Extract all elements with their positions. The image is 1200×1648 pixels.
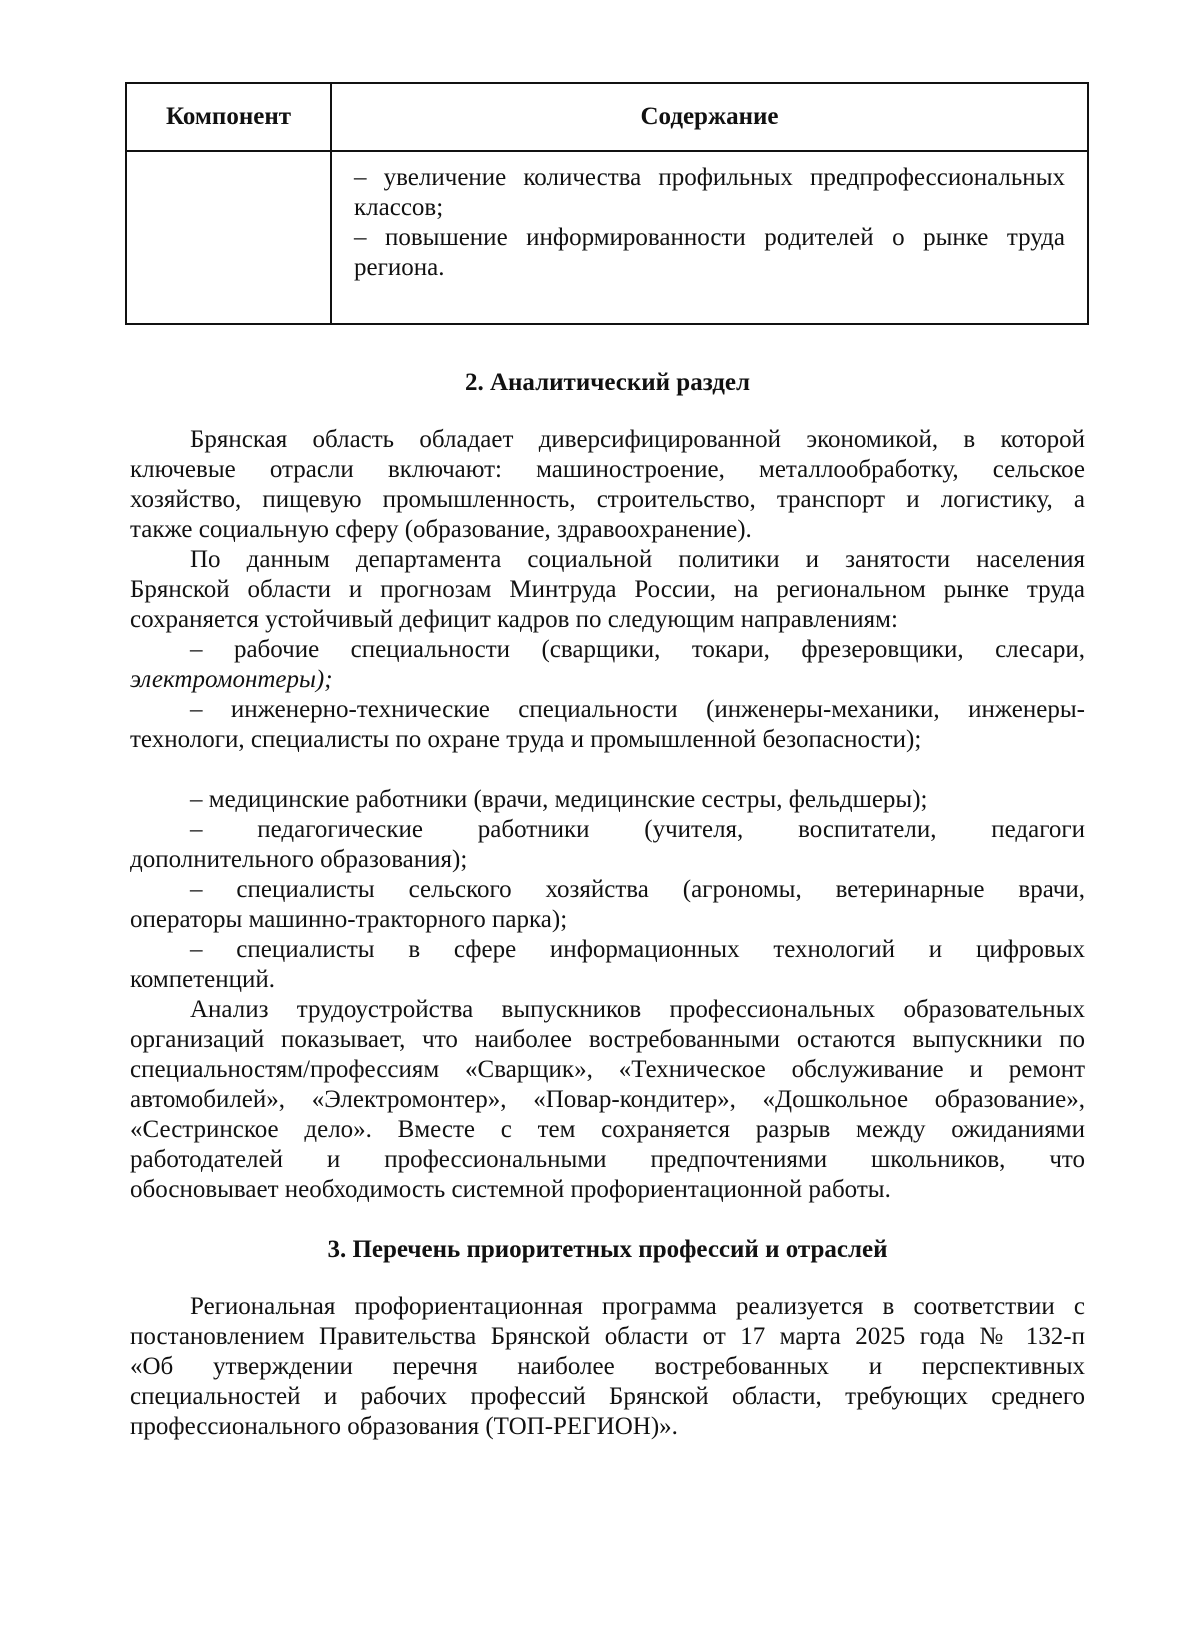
paragraph: [130, 1292, 1085, 1442]
text-line: «Сестринское дело». Вместе с тем сохраняется разрыв между ожиданиями: [130, 1116, 1085, 1143]
list-item: [130, 635, 1085, 695]
text-line: обосновывает необходимость системной профориентационной работы.: [130, 1176, 891, 1203]
text-line: операторы машинно-тракторного парка);: [130, 906, 568, 933]
text-line: – педагогические работники (учителя, воспитатели, педагоги: [190, 816, 1085, 843]
list-item: [130, 935, 1085, 995]
text-line: профессионального образования (ТОП-РЕГИОН)».: [130, 1413, 678, 1440]
header-content: Содержание: [331, 83, 1088, 151]
text-line: Анализ трудоустройства выпускников профессиональных образовательных: [190, 996, 1085, 1023]
text-line: ключевые отрасли включают: машиностроение, металлообработку, сельское: [130, 456, 1085, 483]
table-header-row: [126, 83, 1088, 151]
text-line: – медицинские работники (врачи, медицинские сестры, фельдшеры);: [190, 786, 928, 813]
list-item: [130, 785, 1085, 815]
text-line: Региональная профориентационная программа реализуется в соответствии с: [190, 1293, 1085, 1320]
text-line: дополнительного образования);: [130, 846, 468, 873]
text-line: сохраняется устойчивый дефицит кадров по следующим направлениям:: [130, 606, 898, 633]
text-line: Брянская область обладает диверсифицированной экономикой, в которой: [190, 426, 1085, 453]
section-body: [130, 425, 1085, 1205]
header-component: Компонент: [126, 83, 331, 151]
list-item: [130, 695, 1085, 755]
text-line: – рабочие специальности (сварщики, токари, фрезеровщики, слесари,: [190, 636, 1085, 663]
text-line: компетенций.: [130, 966, 275, 993]
list-item: [130, 815, 1085, 875]
content-cell: [331, 151, 1088, 324]
list-item: [130, 875, 1085, 935]
component-table: [125, 82, 1089, 325]
text-line: также социальную сферу (образование, здравоохранение).: [130, 516, 752, 543]
section-heading: 3. Перечень приоритетных профессий и отраслей: [327, 1236, 888, 1263]
paragraph: [130, 425, 1085, 545]
text-line: постановлением Правительства Брянской области от 17 марта 2025 года № 132-п: [130, 1323, 1085, 1350]
section-heading: 2. Аналитический раздел: [464, 369, 751, 396]
text-line: электромонтеры);: [130, 666, 333, 693]
text-line: – инженерно-технические специальности (инженеры-механики, инженеры-: [190, 696, 1085, 723]
paragraph: [130, 995, 1085, 1205]
text-line: – специалисты сельского хозяйства (агрономы, ветеринарные врачи,: [190, 876, 1085, 903]
text-line: – увеличение количества профильных предпрофессиональных: [354, 164, 1065, 191]
text-line: автомобилей», «Электромонтер», «Повар-кондитер», «Дошкольное образование»,: [130, 1086, 1085, 1113]
text-line: региона.: [354, 254, 445, 281]
component-cell: [126, 151, 331, 324]
paragraph: [130, 545, 1085, 635]
text-line: организаций показывает, что наиболее востребованными остаются выпускники по: [130, 1026, 1085, 1053]
text-line: Брянской области и прогнозам Минтруда России, на региональном рынке труда: [130, 576, 1085, 603]
text-line: технологи, специалисты по охране труда и промышленной безопасности);: [130, 726, 922, 753]
text-line: – специалисты в сфере информационных технологий и цифровых: [190, 936, 1085, 963]
table-row: [126, 151, 1088, 324]
text-line: специальностям/профессиям «Сварщик», «Техническое обслуживание и ремонт: [130, 1056, 1085, 1083]
text-line: «Об утверждении перечня наиболее востребованных и перспективных: [130, 1353, 1085, 1380]
text-line: хозяйство, пищевую промышленность, строительство, транспорт и логистику, а: [130, 486, 1085, 513]
text-line: классов;: [354, 194, 444, 221]
text-line: работодателей и профессиональными предпочтениями школьников, что: [130, 1146, 1085, 1173]
text-line: – повышение информированности родителей о рынке труда: [354, 224, 1065, 251]
text-line: специальностей и рабочих профессий Брянской области, требующих среднего: [130, 1383, 1085, 1410]
text-line: По данным департамента социальной политики и занятости населения: [190, 546, 1085, 573]
section-body: [130, 1292, 1085, 1442]
